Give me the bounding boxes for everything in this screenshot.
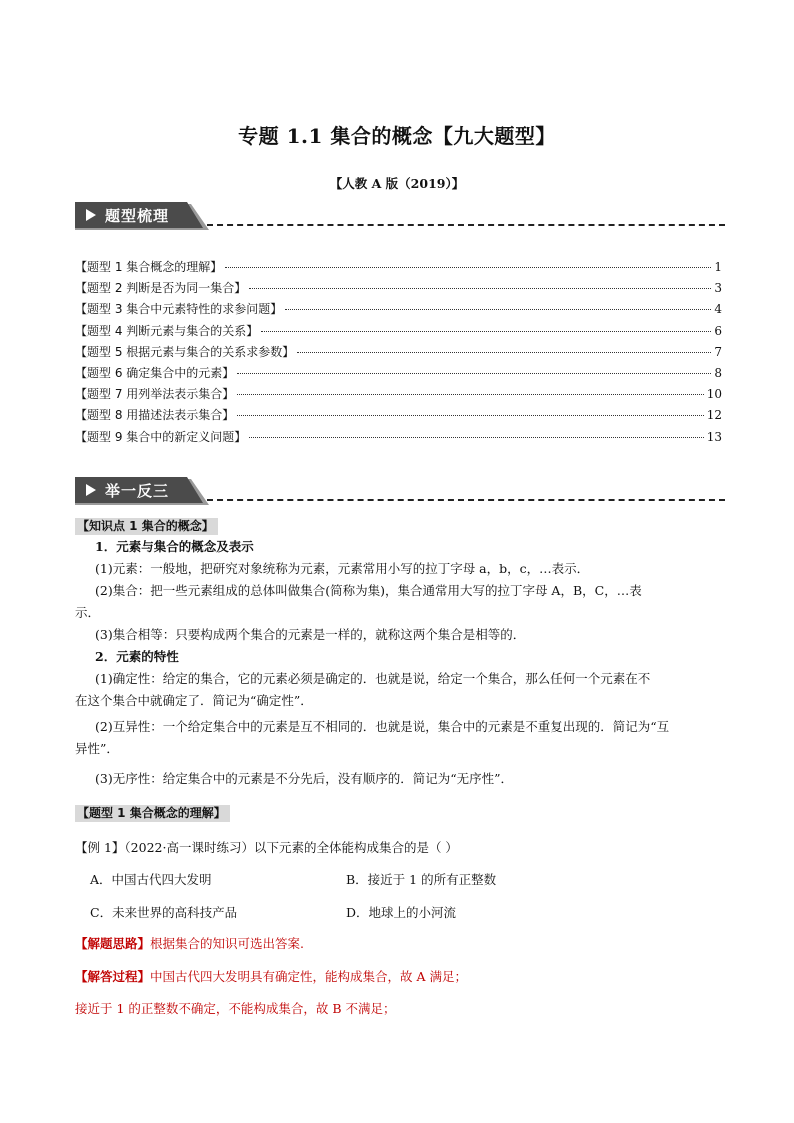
toc-item[interactable]: 【题型 8 用描述法表示集合】 12: [75, 408, 722, 423]
toc-item[interactable]: 【题型 6 确定集合中的元素】 8: [75, 365, 722, 380]
option-c[interactable]: C．未来世界的高科技产品: [90, 905, 238, 920]
section-banner-examples: [75, 477, 725, 505]
toc-item[interactable]: 【题型 5 根据元素与集合的关系求参数】 7: [75, 344, 722, 359]
toc-item[interactable]: 【题型 3 集合中元素特性的求参问题】 4: [75, 302, 722, 317]
paragraph-set-equality: (3)集合相等：只要构成两个集合的元素是一样的，就称这两个集合是相等的．: [95, 627, 526, 642]
paragraph-distinctness-cont: 异性”．: [75, 741, 119, 756]
section-banner-topic-overview: [75, 202, 725, 230]
solution-process-label: 【解答过程】: [75, 969, 151, 984]
option-d[interactable]: D．地球上的小河流: [346, 905, 457, 920]
toc-item[interactable]: 【题型 1 集合概念的理解】 1: [75, 260, 722, 274]
paragraph-set: (2)集合：把一些元素组成的总体叫做集合(简称为集)，集合通常用大写的拉丁字母 A，B，C，…表: [95, 583, 642, 598]
paragraph-definiteness: (1)确定性：给定的集合，它的元素必须是确定的．也就是说，给定一个集合，那么任何一个元素在不: [95, 671, 651, 686]
option-a[interactable]: A．中国古代四大发明: [90, 872, 212, 887]
solution-process: [75, 967, 467, 985]
toc-item[interactable]: 【题型 9 集合中的新定义问题】 13: [75, 429, 722, 444]
solution-idea-label: 【解题思路】: [75, 936, 151, 951]
solution-idea: [75, 934, 304, 952]
toc-item[interactable]: 【题型 2 判断是否为同一集合】 3: [75, 281, 722, 296]
paragraph-set-cont: 示．: [75, 605, 101, 620]
topic-type-label: 【题型 1 集合概念的理解】: [75, 805, 230, 822]
knowledge-content: [75, 536, 725, 790]
paragraph-unordered: (3)无序性：给定集合中的元素是不分先后，没有顺序的．简记为“无序性”．: [95, 771, 513, 786]
paragraph-element: (1)元素：一般地，把研究对象统称为元素，元素常用小写的拉丁字母 a，b，c，…表示．: [95, 561, 590, 576]
play-triangle-icon: [86, 484, 96, 496]
edition-subtitle: 【人教 A 版（2019）】: [329, 176, 465, 191]
toc-item[interactable]: 【题型 7 用列举法表示集合】 10: [75, 387, 722, 402]
option-b[interactable]: B．接近于 1 的所有正整数: [346, 872, 497, 887]
heading-element-concept: 1．元素与集合的概念及表示: [95, 539, 254, 554]
knowledge-point-label: 【知识点 1 集合的概念】: [75, 518, 218, 535]
toc-item[interactable]: 【题型 4 判断元素与集合的关系】 6: [75, 323, 722, 338]
paragraph-definiteness-cont: 在这个集合中就确定了．简记为“确定性”．: [75, 693, 313, 708]
solution-process-text: 中国古代四大发明具有确定性，能构成集合，故 A 满足；: [150, 969, 467, 984]
paragraph-distinctness: (2)互异性：一个给定集合中的元素是互不相同的．也就是说，集合中的元素是不重复出现的．简记为“互: [95, 719, 670, 734]
heading-element-properties: 2．元素的特性: [95, 649, 179, 664]
solution-process-line2: 接近于 1 的正整数不确定，不能构成集合，故 B 不满足；: [75, 1001, 396, 1016]
banner-label: 举一反三: [105, 482, 170, 500]
page-title: 专题 1.1 集合的概念【九大题型】: [238, 124, 556, 148]
table-of-contents: [75, 258, 722, 449]
solution-idea-text: 根据集合的知识可选出答案.: [150, 936, 304, 951]
banner-label: 题型梳理: [105, 207, 170, 225]
play-triangle-icon: [86, 209, 96, 221]
example-question: 【例 1】（2022·高一课时练习）以下元素的全体能构成集合的是（ ）: [75, 840, 458, 855]
